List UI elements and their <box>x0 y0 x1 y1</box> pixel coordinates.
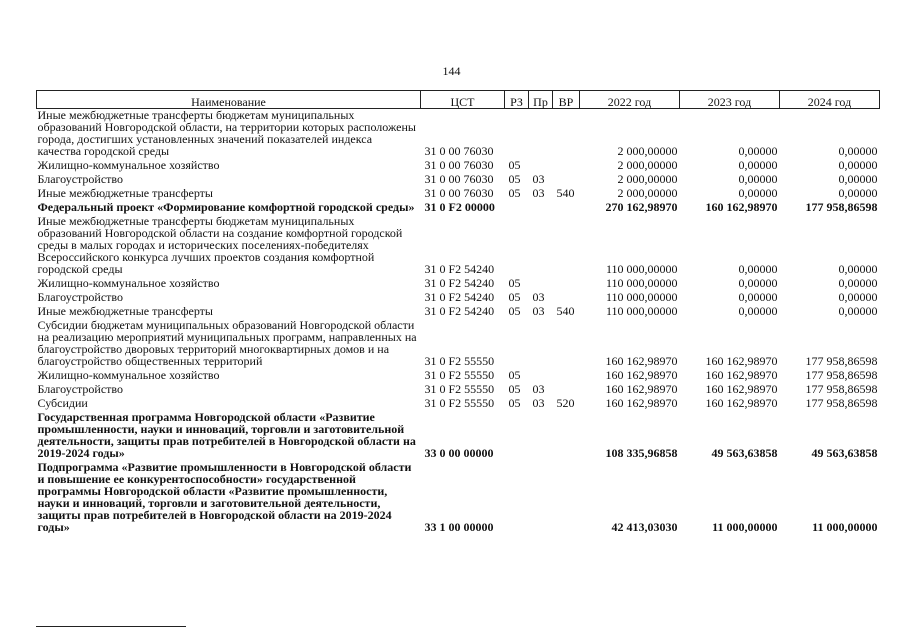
header-vr: ВР <box>553 91 580 109</box>
cell-name: Иные межбюджетные трансферты бюджетам муниципальных образований Новгородской области на создание комфортной городской среды в малых городах и исторических поселениях-победителях Всероссийского конкурса лучших проектов создания комфортной городской среды <box>37 214 403 276</box>
table-row <box>37 411 880 461</box>
cell-name: Жилищно-коммунальное хозяйство <box>37 158 220 172</box>
cell-vr <box>553 109 580 160</box>
cell-y2023: 160 162,98970 <box>705 396 778 410</box>
cell-pr <box>529 201 553 215</box>
cell-rz: 05 <box>508 158 521 172</box>
cell-rz: 05 <box>508 304 521 318</box>
cell-vr <box>553 201 580 215</box>
cell-rz: 05 <box>508 368 521 382</box>
cell-pr: 03 <box>532 396 545 410</box>
cell-name: Жилищно-коммунальное хозяйство <box>37 276 220 290</box>
cell-vr <box>553 173 580 187</box>
cell-y2023: 0,00000 <box>738 276 778 290</box>
cell-cst: 31 0 F2 54240 <box>424 262 495 276</box>
cell-y2023: 0,00000 <box>738 186 778 200</box>
header-cst: ЦСТ <box>421 91 505 109</box>
cell-y2022: 42 413,03030 <box>611 520 678 534</box>
cell-pr: 03 <box>532 172 545 186</box>
cell-name: Федеральный проект «Формирование комфортной городской среды» <box>37 200 415 214</box>
cell-cst: 31 0 F2 54240 <box>424 304 495 318</box>
cell-pr: 03 <box>532 382 545 396</box>
cell-name: Благоустройство <box>37 290 124 304</box>
header-pr: Пр <box>529 91 553 109</box>
cell-name: Благоустройство <box>37 382 124 396</box>
header-name: Наименование <box>37 91 421 109</box>
table-row <box>37 277 880 291</box>
cell-cst: 31 0 00 76030 <box>424 172 494 186</box>
cell-vr <box>553 159 580 173</box>
cell-cst: 31 0 00 76030 <box>424 186 494 200</box>
cell-y2024: 11 000,00000 <box>812 520 878 534</box>
table-row <box>37 187 880 201</box>
cell-vr <box>553 319 580 369</box>
cell-cst: 31 0 00 76030 <box>424 158 494 172</box>
cell-pr: 03 <box>532 186 545 200</box>
cell-y2024: 0,00000 <box>838 172 878 186</box>
cell-y2023: 0,00000 <box>738 262 778 276</box>
cell-y2024: 177 958,86598 <box>805 354 878 368</box>
cell-y2022: 2 000,00000 <box>617 158 678 172</box>
cell-pr <box>529 411 553 461</box>
cell-vr <box>553 383 580 397</box>
cell-rz <box>505 201 529 215</box>
cell-cst: 31 0 F2 54240 <box>424 290 495 304</box>
header-rz: РЗ <box>505 91 529 109</box>
cell-name: Иные межбюджетные трансферты <box>37 186 213 200</box>
cell-vr <box>553 215 580 277</box>
cell-y2022: 110 000,00000 <box>605 290 678 304</box>
cell-rz <box>505 215 529 277</box>
cell-y2022: 2 000,00000 <box>617 144 678 158</box>
cell-name: Субсидии <box>37 396 88 410</box>
cell-y2024: 0,00000 <box>838 262 878 276</box>
cell-y2022: 110 000,00000 <box>605 276 678 290</box>
cell-rz: 05 <box>508 186 521 200</box>
cell-y2022: 110 000,00000 <box>605 304 678 318</box>
cell-y2023: 0,00000 <box>738 144 778 158</box>
cell-y2023: 49 563,63858 <box>711 446 778 460</box>
cell-pr: 03 <box>532 290 545 304</box>
cell-name: Государственная программа Новгородской области «Развитие промышленности, науки и инноваций, торговли и заготовительной деятельности, защиты прав потребителей в Новгородской области на 2019-2024 годы» <box>37 410 416 460</box>
cell-y2023: 0,00000 <box>738 304 778 318</box>
cell-rz: 05 <box>508 396 521 410</box>
table-row <box>37 159 880 173</box>
cell-vr <box>553 291 580 305</box>
cell-rz: 05 <box>508 290 521 304</box>
cell-y2022: 108 335,96858 <box>605 446 678 460</box>
cell-cst: 31 0 F2 55550 <box>424 354 495 368</box>
header-2022: 2022 год <box>580 91 680 109</box>
cell-y2023: 0,00000 <box>738 172 778 186</box>
cell-y2022: 270 162,98970 <box>605 200 678 214</box>
budget-table <box>36 90 880 535</box>
cell-rz: 05 <box>508 382 521 396</box>
cell-rz <box>505 319 529 369</box>
cell-y2024: 177 958,86598 <box>805 368 878 382</box>
table-row <box>37 461 880 535</box>
cell-rz <box>505 461 529 535</box>
cell-y2023: 160 162,98970 <box>705 200 778 214</box>
table-row <box>37 369 880 383</box>
cell-y2022: 160 162,98970 <box>605 354 678 368</box>
cell-y2022: 110 000,00000 <box>605 262 678 276</box>
cell-vr: 540 <box>556 304 575 318</box>
table-row <box>37 397 880 411</box>
cell-cst: 31 0 F2 00000 <box>424 200 495 214</box>
cell-pr <box>529 215 553 277</box>
cell-cst: 31 0 F2 55550 <box>424 368 495 382</box>
cell-rz: 05 <box>508 172 521 186</box>
cell-vr <box>553 277 580 291</box>
cell-pr <box>529 109 553 160</box>
cell-y2024: 0,00000 <box>838 158 878 172</box>
table-body <box>37 109 880 536</box>
cell-y2024: 177 958,86598 <box>805 396 878 410</box>
cell-pr <box>529 159 553 173</box>
cell-pr <box>529 277 553 291</box>
table-row <box>37 109 880 160</box>
header-2023: 2023 год <box>680 91 780 109</box>
cell-cst: 31 0 00 76030 <box>424 144 494 158</box>
table-row <box>37 319 880 369</box>
cell-rz <box>505 411 529 461</box>
cell-name: Жилищно-коммунальное хозяйство <box>37 368 220 382</box>
header-2024: 2024 год <box>780 91 880 109</box>
cell-pr <box>529 461 553 535</box>
cell-y2024: 0,00000 <box>838 276 878 290</box>
table-row <box>37 215 880 277</box>
cell-y2024: 0,00000 <box>838 304 878 318</box>
cell-cst: 31 0 F2 54240 <box>424 276 495 290</box>
cell-y2022: 160 162,98970 <box>605 382 678 396</box>
cell-y2024: 49 563,63858 <box>811 446 878 460</box>
cell-y2022: 2 000,00000 <box>617 172 678 186</box>
cell-vr <box>553 461 580 535</box>
cell-y2024: 0,00000 <box>838 186 878 200</box>
table-row <box>37 173 880 187</box>
cell-y2023: 160 162,98970 <box>705 368 778 382</box>
cell-pr <box>529 369 553 383</box>
cell-y2022: 160 162,98970 <box>605 396 678 410</box>
table-row <box>37 383 880 397</box>
cell-y2024: 177 958,86598 <box>805 200 878 214</box>
footnote-divider <box>36 626 186 627</box>
cell-y2023: 0,00000 <box>738 290 778 304</box>
cell-y2023: 160 162,98970 <box>705 354 778 368</box>
cell-name: Благоустройство <box>37 172 124 186</box>
cell-y2022: 160 162,98970 <box>605 368 678 382</box>
cell-pr: 03 <box>532 304 545 318</box>
page-number: 144 <box>442 64 461 78</box>
cell-name: Подпрограмма «Развитие промышленности в Новгородской области и повышение ее конкурентоспособности» государственной программы Новгородской области «Развитие промышленности, науки и инноваций, торговли и заготовительной деятельности, защиты прав потребителей в Новгородской области на 2019-2024 годы» <box>37 460 412 534</box>
cell-y2024: 177 958,86598 <box>805 382 878 396</box>
cell-vr <box>553 411 580 461</box>
cell-name: Иные межбюджетные трансферты бюджетам муниципальных образований Новгородской области, на территории которых расположены города, достигших установленных значений показателей индекса качества городской среды <box>37 108 416 158</box>
cell-y2022: 2 000,00000 <box>617 186 678 200</box>
cell-y2023: 160 162,98970 <box>705 382 778 396</box>
cell-vr <box>553 369 580 383</box>
table-row <box>37 291 880 305</box>
cell-name: Субсидии бюджетам муниципальных образований Новгородской области на реализацию мероприятий муниципальных программ, направленных на благоустройство дворовых территорий многоквартирных домов и на благоустройство общественных территорий <box>37 318 417 368</box>
cell-y2024: 0,00000 <box>838 290 878 304</box>
cell-cst: 33 1 00 00000 <box>424 520 494 534</box>
cell-name: Иные межбюджетные трансферты <box>37 304 213 318</box>
cell-rz: 05 <box>508 276 521 290</box>
cell-y2024: 0,00000 <box>838 144 878 158</box>
cell-rz <box>505 109 529 160</box>
cell-cst: 33 0 00 00000 <box>424 446 494 460</box>
cell-pr <box>529 319 553 369</box>
table-row <box>37 201 880 215</box>
cell-y2023: 0,00000 <box>738 158 778 172</box>
table-header-row <box>37 91 880 109</box>
cell-cst: 31 0 F2 55550 <box>424 396 495 410</box>
cell-y2023: 11 000,00000 <box>712 520 778 534</box>
cell-vr: 540 <box>556 186 575 200</box>
cell-cst: 31 0 F2 55550 <box>424 382 495 396</box>
cell-vr: 520 <box>556 396 575 410</box>
table-row <box>37 305 880 319</box>
